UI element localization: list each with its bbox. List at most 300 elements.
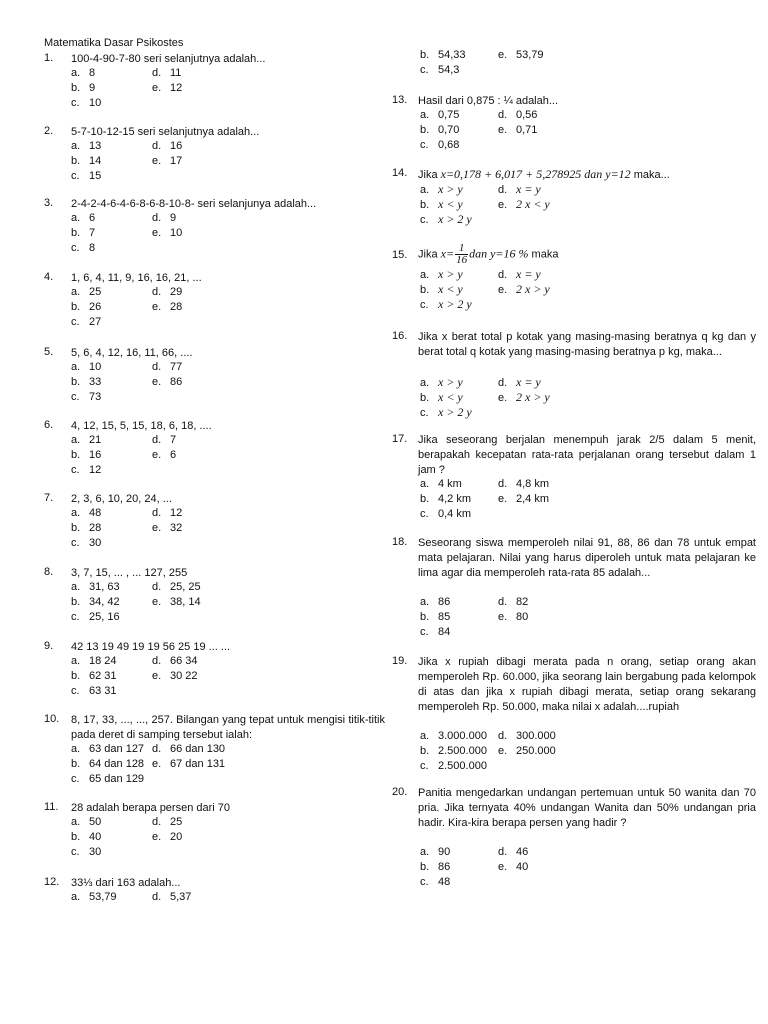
option-value: 62 31 xyxy=(89,670,117,682)
option-label: a. xyxy=(420,184,430,196)
option-value: 4,2 km xyxy=(438,493,472,505)
option-value: 64 dan 128 xyxy=(89,758,145,770)
option-value: 16 xyxy=(89,449,102,461)
option-label: c. xyxy=(71,391,80,403)
option-d xyxy=(152,507,182,519)
option-value: 6 xyxy=(89,212,96,224)
option-d xyxy=(152,140,182,152)
option-value: 4 km xyxy=(438,478,462,490)
option-a xyxy=(71,743,144,755)
question-suffix: maka... xyxy=(630,169,670,181)
option-label: b. xyxy=(71,376,81,388)
option-b xyxy=(71,376,101,388)
option-label: c. xyxy=(71,97,80,109)
option-a xyxy=(420,478,462,490)
option-label: c. xyxy=(71,242,80,254)
option-value: 12 xyxy=(170,507,183,519)
option-label: a. xyxy=(71,655,81,667)
option-label: e. xyxy=(498,611,508,623)
option-label: a. xyxy=(71,67,81,79)
option-label: d. xyxy=(152,434,162,446)
option-label: b. xyxy=(420,392,430,404)
option-label: d. xyxy=(152,361,162,373)
option-c xyxy=(420,139,459,151)
option-label: c. xyxy=(420,508,429,520)
option-label: a. xyxy=(420,596,430,608)
option-value: 53,79 xyxy=(516,49,544,61)
option-label: d. xyxy=(498,184,508,196)
option-b xyxy=(420,861,450,873)
option-value: x > 2 y xyxy=(438,212,472,226)
option-label: e. xyxy=(152,670,162,682)
option-value: 66 dan 130 xyxy=(170,743,226,755)
option-d xyxy=(498,109,537,121)
option-label: a. xyxy=(71,286,81,298)
option-value: 2 x > y xyxy=(516,390,550,404)
option-value: 33 xyxy=(89,376,102,388)
option-c xyxy=(420,760,487,772)
option-value: 0,68 xyxy=(438,139,460,151)
option-d xyxy=(152,743,225,755)
option-e xyxy=(152,376,182,388)
option-a xyxy=(71,140,101,152)
option-label: a. xyxy=(71,581,81,593)
option-value: 27 xyxy=(89,316,102,328)
option-label: e. xyxy=(498,745,508,757)
option-d xyxy=(152,434,176,446)
question-number: 12. xyxy=(44,876,60,888)
option-label: d. xyxy=(152,286,162,298)
option-label: a. xyxy=(420,478,430,490)
option-label: b. xyxy=(71,449,81,461)
option-e xyxy=(152,155,182,167)
option-value: x < y xyxy=(438,282,463,296)
option-b xyxy=(71,596,120,608)
option-label: c. xyxy=(71,537,80,549)
option-label: e. xyxy=(498,199,508,211)
option-d xyxy=(498,375,541,390)
option-label: a. xyxy=(71,434,81,446)
question-math-x: x= xyxy=(440,246,455,261)
option-label: a. xyxy=(71,140,81,152)
option-b xyxy=(420,282,463,297)
option-d xyxy=(152,286,182,298)
question-text: Panitia mengedarkan undangan pertemuan untuk 50 wanita dan 70 pria. Jika ternyata 40% undangan Wanita dan 50% undangan pria hadir. Kira-kira berapa persen yang hadir ? xyxy=(418,787,756,829)
option-label: d. xyxy=(152,67,162,79)
option-value: 8 xyxy=(89,242,96,254)
option-label: e. xyxy=(498,493,508,505)
option-value: 21 xyxy=(89,434,102,446)
option-c xyxy=(71,97,101,109)
option-e xyxy=(498,282,550,297)
option-value: 38, 14 xyxy=(170,596,201,608)
option-value: 54,3 xyxy=(438,64,460,76)
option-d xyxy=(498,596,528,608)
option-value: 30 xyxy=(89,846,102,858)
option-d xyxy=(152,67,181,79)
question-text xyxy=(418,243,756,266)
option-value: x = y xyxy=(516,267,541,281)
option-value: 10 xyxy=(170,227,183,239)
option-label: b. xyxy=(420,49,430,61)
option-value: 12 xyxy=(89,464,102,476)
option-value: 85 xyxy=(438,611,451,623)
question-text: Jika x rupiah dibagi merata pada n orang, setiap orang akan memperoleh Rp. 60.000, jika seorang lain bergabung pada kelompok di atas dan jika x rupiah dibagi merata, setiap orang sekarang memperoleh Rp. 50.000, maka nilai x adalah....rupiah xyxy=(418,656,756,713)
option-value: x < y xyxy=(438,197,463,211)
option-label: c. xyxy=(71,773,80,785)
option-c xyxy=(420,297,472,312)
option-label: b. xyxy=(71,831,81,843)
option-value: 63 31 xyxy=(89,685,117,697)
option-value: 13 xyxy=(89,140,102,152)
option-value: 2.500.000 xyxy=(438,760,487,772)
option-value: 2 x < y xyxy=(516,197,550,211)
option-a xyxy=(420,730,487,742)
option-value: x > 2 y xyxy=(438,297,472,311)
fraction-denominator: 16 xyxy=(456,254,468,266)
question-number: 3. xyxy=(44,197,54,209)
option-label: c. xyxy=(71,685,80,697)
option-label: e. xyxy=(498,861,508,873)
option-label: e. xyxy=(152,155,162,167)
option-e xyxy=(152,831,182,843)
option-label: d. xyxy=(498,269,508,281)
question-number: 17. xyxy=(392,433,408,445)
option-a xyxy=(420,267,463,282)
option-label: a. xyxy=(420,730,430,742)
option-b xyxy=(71,670,117,682)
option-label: a. xyxy=(420,109,430,121)
option-label: e. xyxy=(498,49,508,61)
question-text: 5-7-10-12-15 seri selanjutnya adalah... xyxy=(71,126,260,138)
option-value: 40 xyxy=(516,861,529,873)
question-prefix: Jika xyxy=(418,248,441,261)
option-c xyxy=(420,876,450,888)
option-value: 28 xyxy=(170,301,183,313)
option-d xyxy=(152,655,198,667)
option-a xyxy=(420,846,450,858)
option-value: 54,33 xyxy=(438,49,466,61)
option-value: 10 xyxy=(89,361,102,373)
option-value: 31, 63 xyxy=(89,581,120,593)
option-label: b. xyxy=(420,861,430,873)
question-text: Jika x berat total p kotak yang masing-masing beratnya q kg dan y berat total q kotak yang masing-masing beratnya p kg, maka... xyxy=(418,331,756,358)
option-value: 25, 25 xyxy=(170,581,201,593)
option-label: e. xyxy=(152,227,162,239)
option-e xyxy=(498,49,544,61)
option-value: 300.000 xyxy=(516,730,556,742)
option-e xyxy=(498,745,556,757)
question-suffix: maka xyxy=(528,248,559,261)
option-label: e. xyxy=(498,392,508,404)
option-value: 3.000.000 xyxy=(438,730,487,742)
question-text: 28 adalah berapa persen dari 70 xyxy=(71,802,231,814)
option-label: b. xyxy=(71,522,81,534)
option-e xyxy=(152,522,182,534)
fraction-numerator: 1 xyxy=(455,243,468,255)
option-value: x > y xyxy=(438,267,463,281)
question-text xyxy=(418,167,756,183)
question-prefix: Jika xyxy=(418,169,441,181)
option-label: e. xyxy=(152,522,162,534)
question-text: 2-4-2-4-6-4-6-8-6-8-10-8- seri selanjunya adalah... xyxy=(71,198,317,210)
question-text: Hasil dari 0,875 : ¼ adalah... xyxy=(418,95,559,107)
option-value: 10 xyxy=(89,97,102,109)
option-label: d. xyxy=(152,743,162,755)
option-d xyxy=(498,478,549,490)
option-c xyxy=(420,64,459,76)
option-a xyxy=(71,891,117,903)
question-number: 10. xyxy=(44,713,60,725)
option-label: b. xyxy=(71,82,81,94)
option-b xyxy=(71,522,101,534)
question-math: x=0,178 + 6,017 + 5,278925 dan y=12 xyxy=(440,167,631,181)
question-number: 11. xyxy=(44,801,59,813)
option-label: b. xyxy=(71,227,81,239)
question-text: Jika seseorang berjalan menempuh jarak 2/5 dalam 5 menit, berapakah kecepatan rata-rata perjalanan orang tersebut dalam 1 jam ? xyxy=(418,434,756,476)
option-c xyxy=(420,508,471,520)
option-b xyxy=(71,155,101,167)
option-d xyxy=(152,891,191,903)
option-a xyxy=(71,581,120,593)
option-value: 25 xyxy=(89,286,102,298)
question-number: 18. xyxy=(392,536,408,548)
option-a xyxy=(420,109,459,121)
option-value: 73 xyxy=(89,391,102,403)
option-value: 14 xyxy=(89,155,102,167)
option-label: c. xyxy=(420,64,429,76)
option-label: d. xyxy=(152,212,162,224)
question-number: 9. xyxy=(44,640,54,652)
option-label: a. xyxy=(71,507,81,519)
option-value: 50 xyxy=(89,816,102,828)
option-e xyxy=(498,861,528,873)
option-value: x = y xyxy=(516,182,541,196)
option-value: 2,4 km xyxy=(516,493,550,505)
question-number: 8. xyxy=(44,566,54,578)
option-a xyxy=(420,182,463,197)
question-text: 8, 17, 33, ..., ..., 257. Bilangan yang tepat untuk mengisi titik-titik pada deret di samping tersebut ialah: xyxy=(71,714,385,741)
option-value: 8 xyxy=(89,67,96,79)
option-label: a. xyxy=(71,816,81,828)
option-value: 11 xyxy=(170,67,182,79)
option-e xyxy=(152,301,182,313)
option-c xyxy=(71,537,101,549)
option-d xyxy=(498,846,528,858)
option-value: x > y xyxy=(438,375,463,389)
option-value: 29 xyxy=(170,286,183,298)
option-value: 67 dan 131 xyxy=(170,758,226,770)
option-b xyxy=(420,611,450,623)
option-label: a. xyxy=(71,891,81,903)
option-label: b. xyxy=(71,670,81,682)
option-value: 7 xyxy=(89,227,96,239)
option-label: c. xyxy=(71,846,80,858)
option-label: b. xyxy=(420,284,430,296)
option-c xyxy=(71,846,101,858)
option-label: b. xyxy=(420,745,430,757)
option-d xyxy=(152,816,182,828)
option-label: d. xyxy=(498,377,508,389)
question-text: 33⅓ dari 163 adalah... xyxy=(71,877,181,889)
option-e xyxy=(152,758,225,770)
option-label: d. xyxy=(498,109,508,121)
option-value: 86 xyxy=(170,376,183,388)
option-value: x > y xyxy=(438,182,463,196)
option-d xyxy=(498,730,556,742)
option-b xyxy=(420,745,487,757)
option-label: e. xyxy=(152,82,162,94)
option-value: 6 xyxy=(170,449,177,461)
option-value: 48 xyxy=(438,876,451,888)
option-label: b. xyxy=(71,596,81,608)
option-label: b. xyxy=(420,611,430,623)
option-value: 34, 42 xyxy=(89,596,120,608)
option-e xyxy=(152,596,201,608)
option-label: c. xyxy=(420,407,429,419)
option-value: 0,4 km xyxy=(438,508,472,520)
option-d xyxy=(152,361,182,373)
option-label: a. xyxy=(420,377,430,389)
option-value: 4,8 km xyxy=(516,478,550,490)
option-value: 40 xyxy=(89,831,102,843)
option-label: c. xyxy=(71,316,80,328)
question-number: 1. xyxy=(44,52,54,64)
option-label: d. xyxy=(498,846,508,858)
option-c xyxy=(71,464,101,476)
fraction xyxy=(455,243,468,266)
option-label: a. xyxy=(420,846,430,858)
option-label: e. xyxy=(498,284,508,296)
option-d xyxy=(498,267,541,282)
question-number: 5. xyxy=(44,346,54,358)
option-label: e. xyxy=(152,449,162,461)
option-label: d. xyxy=(498,596,508,608)
option-d xyxy=(152,581,201,593)
option-b xyxy=(420,49,466,61)
option-value: 30 22 xyxy=(170,670,198,682)
option-b xyxy=(71,82,95,94)
option-value: 2 x > y xyxy=(516,282,550,296)
option-value: 0,71 xyxy=(516,124,538,136)
option-value: 30 xyxy=(89,537,102,549)
option-value: 2.500.000 xyxy=(438,745,487,757)
option-value: 9 xyxy=(89,82,96,94)
option-c xyxy=(71,170,101,182)
option-d xyxy=(152,212,176,224)
option-b xyxy=(420,197,463,212)
option-label: b. xyxy=(71,301,81,313)
option-label: d. xyxy=(152,816,162,828)
question-text: 5, 6, 4, 12, 16, 11, 66, .... xyxy=(71,347,193,359)
option-c xyxy=(420,405,472,420)
option-b xyxy=(71,758,144,770)
option-label: a. xyxy=(71,743,81,755)
question-number: 4. xyxy=(44,271,54,283)
option-value: 0,70 xyxy=(438,124,460,136)
option-a xyxy=(71,361,101,373)
option-value: 9 xyxy=(170,212,177,224)
option-label: c. xyxy=(420,139,429,151)
option-label: c. xyxy=(71,464,80,476)
option-value: x < y xyxy=(438,390,463,404)
option-c xyxy=(71,773,144,785)
option-value: 250.000 xyxy=(516,745,556,757)
option-value: 7 xyxy=(170,434,177,446)
option-value: 0,56 xyxy=(516,109,538,121)
option-value: 17 xyxy=(170,155,183,167)
option-label: b. xyxy=(420,493,430,505)
option-b xyxy=(420,390,463,405)
question-number: 7. xyxy=(44,492,54,504)
option-value: 65 dan 129 xyxy=(89,773,145,785)
option-label: c. xyxy=(71,170,80,182)
option-label: e. xyxy=(498,124,508,136)
option-e xyxy=(152,670,198,682)
question-number: 16. xyxy=(392,330,408,342)
option-label: b. xyxy=(71,758,81,770)
option-value: 0,75 xyxy=(438,109,460,121)
option-value: 80 xyxy=(516,611,529,623)
option-value: 20 xyxy=(170,831,183,843)
option-b xyxy=(420,493,471,505)
option-label: e. xyxy=(152,596,162,608)
option-label: d. xyxy=(152,581,162,593)
option-value: 77 xyxy=(170,361,183,373)
option-e xyxy=(498,493,549,505)
option-value: 63 dan 127 xyxy=(89,743,145,755)
option-value: 53,79 xyxy=(89,891,117,903)
option-label: d. xyxy=(152,507,162,519)
option-label: e. xyxy=(152,831,162,843)
option-b xyxy=(420,124,459,136)
option-label: d. xyxy=(152,140,162,152)
option-c xyxy=(420,212,472,227)
option-a xyxy=(71,816,101,828)
option-value: 90 xyxy=(438,846,451,858)
option-value: 66 34 xyxy=(170,655,198,667)
question-number: 13. xyxy=(392,94,408,106)
option-e xyxy=(498,197,550,212)
option-a xyxy=(420,375,463,390)
option-a xyxy=(71,67,95,79)
option-a xyxy=(71,655,117,667)
option-label: a. xyxy=(420,269,430,281)
option-e xyxy=(498,390,550,405)
option-label: a. xyxy=(71,212,81,224)
option-value: 12 xyxy=(170,82,183,94)
option-value: 86 xyxy=(438,861,451,873)
option-d xyxy=(498,182,541,197)
option-label: c. xyxy=(420,214,429,226)
option-c xyxy=(71,611,120,623)
question-text: 100-4-90-7-80 seri selanjutnya adalah... xyxy=(71,53,266,65)
question-number: 19. xyxy=(392,655,408,667)
option-value: x > 2 y xyxy=(438,405,472,419)
option-label: e. xyxy=(152,758,162,770)
option-a xyxy=(71,286,101,298)
question-text: Seseorang siswa memperoleh nilai 91, 88, 86 dan 78 untuk empat mata pelajaran. Nilai yang harus diperoleh untuk mata pelajaran ke lima agar dia memperoleh rata-rata 85 adalah... xyxy=(418,537,756,579)
option-label: d. xyxy=(498,730,508,742)
option-label: d. xyxy=(152,655,162,667)
option-label: e. xyxy=(152,376,162,388)
question-number: 6. xyxy=(44,419,54,431)
option-value: 82 xyxy=(516,596,529,608)
option-e xyxy=(152,82,182,94)
option-c xyxy=(420,626,450,638)
option-label: e. xyxy=(152,301,162,313)
question-math-rest: dan y=16 % xyxy=(469,246,529,261)
